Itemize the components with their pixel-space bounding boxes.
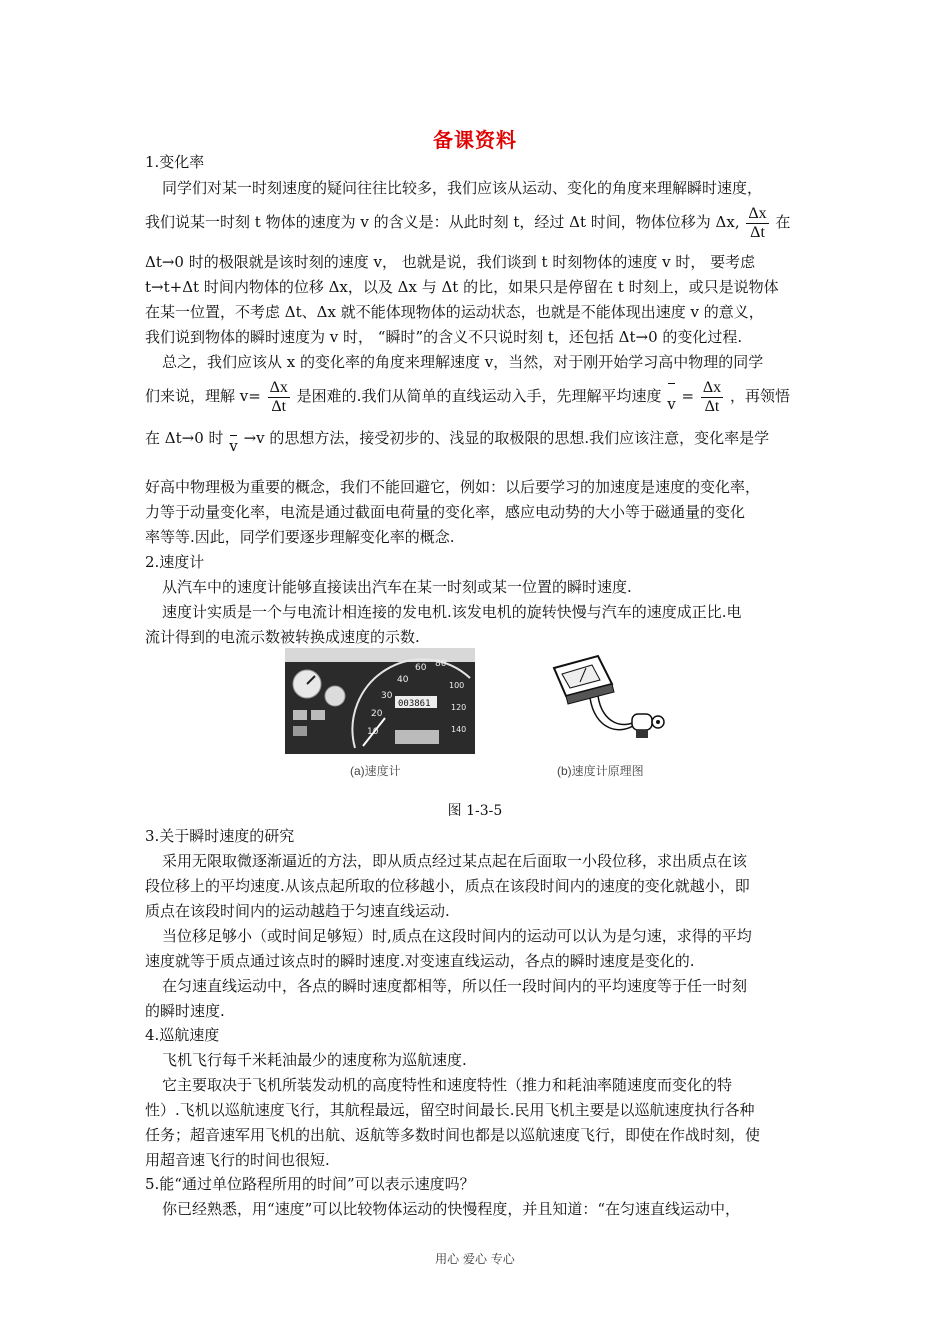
paragraph-line: 任务；超音速军用飞机的出航、返航等多数时间也都是以巡航速度飞行，即使在作战时刻，使 <box>145 1126 761 1144</box>
paragraph-line: 总之，我们应该从 x 的变化率的角度来理解速度 v，当然，对于刚开始学习高中物理的同学 <box>162 353 764 371</box>
section-heading-rate-of-change: 1.变化率 <box>145 153 205 171</box>
paragraph-line: 用超音速飞行的时间也很短. <box>145 1151 330 1169</box>
paragraph-line-with-fraction <box>145 202 790 242</box>
speedometer-photo <box>285 648 475 754</box>
paragraph-line: 质点在该段时间内的运动越趋于匀速直线运动. <box>145 902 450 920</box>
svg-text:30: 30 <box>381 691 393 701</box>
figure-caption-a: (a)速度计 <box>350 764 401 778</box>
section-heading-time-per-distance: 5.能“通过单位路程所用的时间”可以表示速度吗？ <box>145 1175 475 1193</box>
paragraph-line: 我们说到物体的瞬时速度为 v 时， “瞬时”的含义不只说时刻 t，还包括 Δt→0 的变化过程. <box>145 328 743 346</box>
paragraph-line: 采用无限取微逐渐逼近的方法，即从质点经过某点起在后面取一小段位移，求出质点在该 <box>162 852 748 870</box>
paragraph-line: Δt→0 时的极限就是该时刻的速度 v， 也就是说，我们谈到 t 时刻物体的速度 v 时， 要考虑 <box>145 253 756 271</box>
odometer-readout: 003861 <box>398 699 431 709</box>
svg-text:10: 10 <box>367 727 379 737</box>
paragraph-line: 当位移足够小（或时间足够短）时,质点在这段时间内的运动可以认为是匀速，求得的平均 <box>162 927 752 945</box>
paragraph-line: 速度就等于质点通过该点时的瞬时速度.对变速直线运动，各点的瞬时速度是变化的. <box>145 952 695 970</box>
fraction-numerator: Δx <box>269 378 288 396</box>
paragraph-line: 性）.飞机以巡航速度飞行，其航程最远，留空时间最长.民用飞机主要是以巡航速度执行各种 <box>145 1101 755 1119</box>
fraction-dx-dt <box>268 379 290 416</box>
svg-text:40: 40 <box>397 675 409 685</box>
fraction-denominator: Δt <box>271 397 287 415</box>
svg-text:20: 20 <box>371 709 383 719</box>
fraction-denominator: Δt <box>750 223 765 241</box>
fraction-dx-dt <box>701 379 723 416</box>
paragraph-line: 段位移上的平均速度.从该点起所取的位移越小，质点在该段时间内的速度的变化就越小，即 <box>145 877 750 895</box>
text-span: 们来说，理解 v= <box>145 387 261 405</box>
fraction-denominator: Δt <box>704 397 720 415</box>
svg-text:140: 140 <box>451 725 467 734</box>
text-span: →v 的思想方法，接受初步的、浅显的取极限的思想.我们应该注意，变化率是学 <box>243 429 770 447</box>
figure-label: 图 1-3-5 <box>447 803 503 819</box>
paragraph-line: 率等等.因此，同学们要逐步理解变化率的概念. <box>145 528 455 546</box>
paragraph-line: 的瞬时速度. <box>145 1002 225 1020</box>
text-span: ，再领悟 <box>729 387 790 405</box>
paragraph-line: 飞机飞行每千米耗油最少的速度称为巡航速度. <box>162 1051 467 1069</box>
figure-caption-b: (b)速度计原理图 <box>557 764 644 778</box>
fraction-dx-dt <box>746 205 768 242</box>
paragraph-line: 在匀速直线运动中，各点的瞬时速度都相等，所以任一段时间内的平均速度等于任一时刻 <box>162 977 748 995</box>
fraction-numerator: Δx <box>748 204 767 222</box>
average-velocity-symbol: v <box>229 437 238 455</box>
paragraph-line-with-fractions <box>145 376 790 424</box>
section-heading-cruise-speed: 4.巡航速度 <box>145 1026 220 1044</box>
paragraph-line: t→t+Δt 时间内物体的位移 Δx，以及 Δx 与 Δt 的比，如果只是停留在 t 时刻上，或只是说物体 <box>145 278 779 296</box>
paragraph-line: 在某一位置，不考虑 Δt、Δx 就不能体现物体的运动状态，也就是不能体现出速度 v 的意义， <box>145 303 764 321</box>
svg-text:80: 80 <box>435 659 447 669</box>
paragraph-line: 你已经熟悉，用“速度”可以比较物体运动的快慢程度，并且知道：“在匀速直线运动中， <box>162 1200 741 1218</box>
svg-text:120: 120 <box>451 703 467 712</box>
text-span: 在 Δt→0 时 <box>145 429 224 447</box>
text-span: 我们说某一时刻 t 物体的速度为 v 的含义是：从此时刻 t，经过 Δt 时间，物体位移为 Δx, <box>145 213 740 231</box>
section-heading-speedometer: 2.速度计 <box>145 553 205 571</box>
svg-text:60: 60 <box>415 663 427 673</box>
text-span: 是困难的.我们从简单的直线运动入手，先理解平均速度 <box>296 387 662 405</box>
speedometer-illustration <box>285 648 475 754</box>
fraction-numerator: Δx <box>702 378 722 396</box>
paragraph-line: 流计得到的电流示数被转换成速度的示数. <box>145 628 420 646</box>
page-footer: 用心 爱心 专心 <box>435 1252 515 1266</box>
paragraph-line-with-symbol <box>145 428 769 456</box>
speedometer-diagram <box>540 650 670 750</box>
page-title: 备课资料 <box>433 128 517 152</box>
paragraph-line: 好高中物理极为重要的概念，我们不能回避它，例如：以后要学习的加速度是速度的变化率， <box>145 478 761 496</box>
speedometer-principle-illustration <box>540 650 670 750</box>
text-span: = <box>681 387 695 405</box>
svg-text:100: 100 <box>449 681 465 690</box>
paragraph-line: 力等于动量变化率，电流是通过截面电荷量的变化率，感应电动势的大小等于磁通量的变化 <box>145 503 746 521</box>
section-heading-instantaneous-velocity: 3.关于瞬时速度的研究 <box>145 827 295 845</box>
paragraph-line: 从汽车中的速度计能够直接读出汽车在某一时刻或某一位置的瞬时速度. <box>162 578 632 596</box>
text-span: 在 <box>775 213 791 231</box>
paragraph-line: 速度计实质是一个与电流计相连接的发电机.该发电机的旋转快慢与汽车的速度成正比.电 <box>162 603 742 621</box>
paragraph-line: 它主要取决于飞机所装发动机的高度特性和速度特性（推力和耗油率随速度而变化的特 <box>162 1076 733 1094</box>
average-velocity-symbol: v <box>666 384 676 424</box>
paragraph-line: 同学们对某一时刻速度的疑问往往比较多，我们应该从运动、变化的角度来理解瞬时速度， <box>162 179 763 197</box>
